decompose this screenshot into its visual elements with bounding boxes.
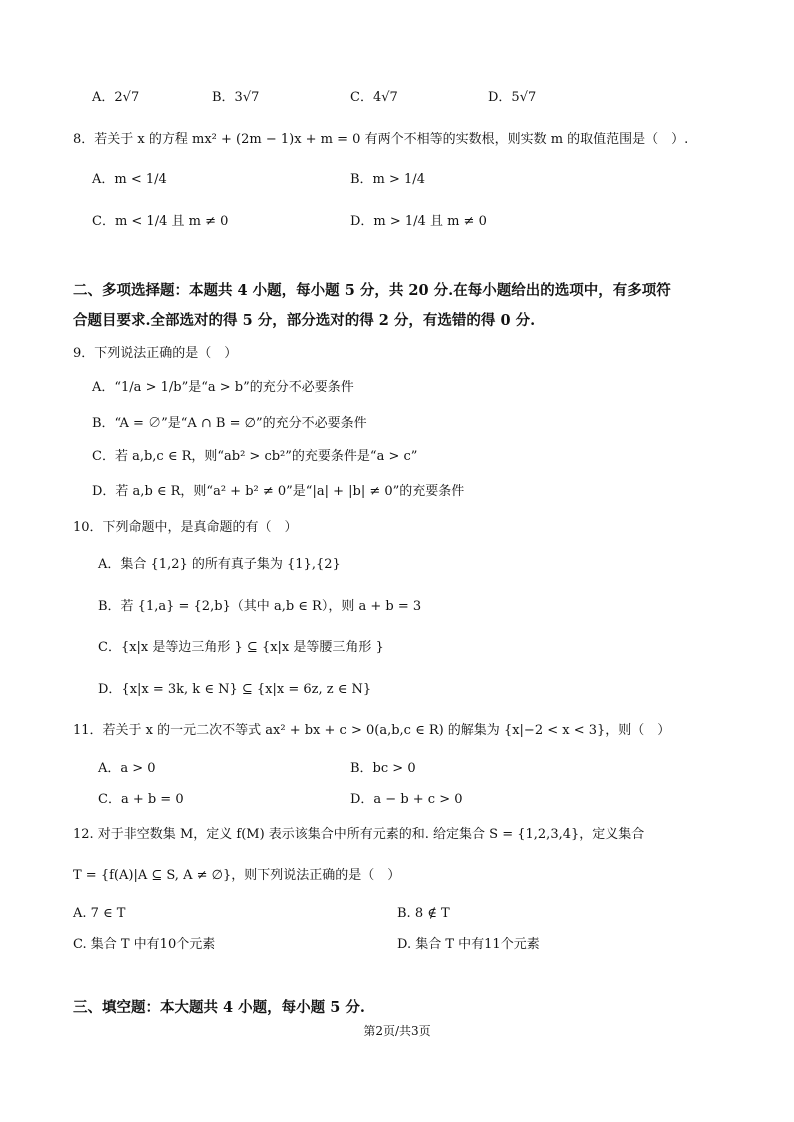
q8-option-c: C．m < 1/4 且 m ≠ 0 <box>92 214 229 229</box>
section2-heading-line1: 二、多项选择题：本题共 4 小题，每小题 5 分，共 20 分.在每小题给出的选项中，有多项符 <box>73 282 671 299</box>
q9-option-d: D．若 a,b ∈ R，则“a² + b² ≠ 0”是“|a| + |b| ≠ 0”的充要条件 <box>92 484 465 499</box>
q10-option-c: C．{x|x 是等边三角形 } ⊆ {x|x 是等腰三角形 } <box>98 640 384 655</box>
section3-heading: 三、填空题：本大题共 4 小题，每小题 5 分. <box>73 999 365 1016</box>
q10-stem: 10．下列命题中，是真命题的有（ ） <box>73 520 298 535</box>
q10-option-d: D．{x|x = 3k, k ∈ N} ⊆ {x|x = 6z, z ∈ N} <box>98 682 372 697</box>
q12-option-a: A. 7 ∈ T <box>73 906 126 921</box>
q8-option-d: D．m > 1/4 且 m ≠ 0 <box>350 214 487 229</box>
q12-stem-line2: T = {f(A)|A ⊆ S, A ≠ ∅}，则下列说法正确的是（ ） <box>73 868 401 883</box>
q12-option-b: B. 8 ∉ T <box>397 906 450 921</box>
q7-option-c: C．4√7 <box>350 90 398 105</box>
q8-stem: 8．若关于 x 的方程 mx² + (2m − 1)x + m = 0 有两个不相等的实数根，则实数 m 的取值范围是（ ）. <box>73 132 689 147</box>
q11-stem: 11．若关于 x 的一元二次不等式 ax² + bx + c > 0(a,b,c ∈ R) 的解集为 {x|−2 < x < 3}，则（ ） <box>73 723 671 738</box>
q7-option-d: D．5√7 <box>488 90 537 105</box>
q12-option-d: D. 集合 T 中有11个元素 <box>397 937 540 952</box>
q10-option-a: A．集合 {1,2} 的所有真子集为 {1},{2} <box>98 557 341 572</box>
q10-option-b: B．若 {1,a} = {2,b}（其中 a,b ∈ R），则 a + b = 3 <box>98 599 422 614</box>
q9-option-c: C．若 a,b,c ∈ R，则“ab² > cb²”的充要条件是“a > c” <box>92 449 418 464</box>
q12-option-c: C. 集合 T 中有10个元素 <box>73 937 216 952</box>
q11-option-c: C．a + b = 0 <box>98 792 184 807</box>
q7-option-a: A．2√7 <box>92 90 140 105</box>
q12-stem-line1: 12. 对于非空数集 M，定义 f(M) 表示该集合中所有元素的和. 给定集合 S = {1,2,3,4}，定义集合 <box>73 827 645 842</box>
q11-option-d: D．a − b + c > 0 <box>350 792 463 807</box>
q8-option-b: B．m > 1/4 <box>350 172 425 187</box>
section2-heading-line2: 合题目要求.全部选对的得 5 分，部分选对的得 2 分，有选错的得 0 分. <box>73 312 536 329</box>
q9-stem: 9．下列说法正确的是（ ） <box>73 346 238 361</box>
q11-option-a: A．a > 0 <box>98 761 156 776</box>
q8-option-a: A．m < 1/4 <box>92 172 167 187</box>
page-footer: 第2页/共3页 <box>363 1024 431 1038</box>
q9-option-a: A．“1/a > 1/b”是“a > b”的充分不必要条件 <box>92 380 354 395</box>
q11-option-b: B．bc > 0 <box>350 761 416 776</box>
q7-option-b: B．3√7 <box>212 90 260 105</box>
q9-option-b: B．“A = ∅”是“A ∩ B = ∅”的充分不必要条件 <box>92 416 367 431</box>
